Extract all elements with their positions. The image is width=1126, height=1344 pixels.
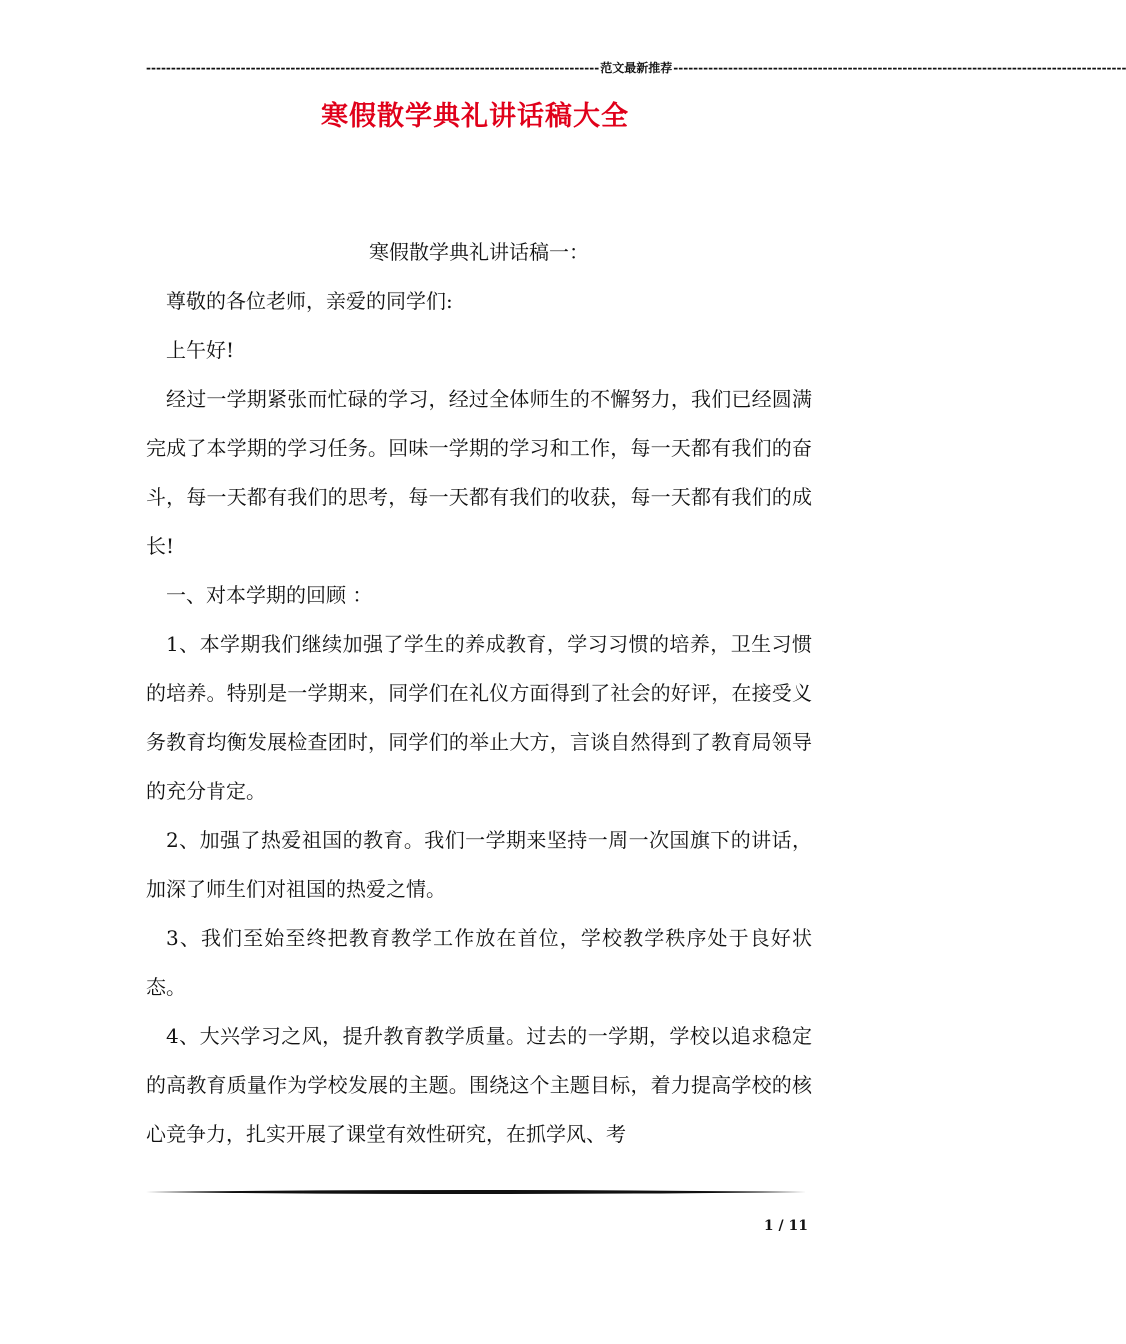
header-dashes-right: -------------------------------------------------------------------------------------------: [673, 61, 1126, 75]
header-label: 范文最新推荐: [600, 61, 673, 75]
greeting-paragraph: 尊敬的各位老师，亲爱的同学们:: [166, 289, 453, 313]
header-dashes-left: -------------------------------------------------------------------------------------------: [146, 61, 600, 75]
document-body: [146, 228, 812, 1159]
salutation-paragraph: 上午好!: [166, 338, 235, 362]
subsection-heading: 一、对本学期的回顾 ：: [166, 583, 373, 607]
body-paragraph: 经过一学期紧张而忙碌的学习，经过全体师生的不懈努力，我们已经圆满完成了本学期的学习任务。回味一学期的学习和工作，每一天都有我们的奋斗，每一天都有我们的思考，每一天都有我们的收获，每一天都有我们的成长!: [146, 387, 812, 558]
body-paragraph: 3、我们至始至终把教育教学工作放在首位，学校教学秩序处于良好状态。: [146, 926, 812, 999]
section-heading: 寒假散学典礼讲话稿一：: [369, 240, 589, 264]
page-number: 1 / 11: [763, 1218, 808, 1234]
body-paragraph: 2、加强了热爱祖国的教育。我们一学期来坚持一周一次国旗下的讲话，加深了师生们对祖国的热爱之情。: [146, 828, 812, 901]
body-paragraph: 4、大兴学习之风，提升教育教学质量。过去的一学期，学校以追求稳定的高教育质量作为学校发展的主题。围绕这个主题目标，着力提高学校的核心竞争力，扎实开展了课堂有效性研究，在抓学风、考: [146, 1024, 812, 1146]
footer-divider: [146, 1189, 806, 1195]
document-title: 寒假散学典礼讲话稿大全: [321, 101, 629, 132]
header-banner: [146, 58, 1126, 78]
body-paragraph: 1、本学期我们继续加强了学生的养成教育，学习习惯的培养，卫生习惯的培养。特别是一学期来，同学们在礼仪方面得到了社会的好评，在接受义务教育均衡发展检查团时，同学们的举止大方，言谈自然得到了教育局领导的充分肯定。: [146, 632, 812, 803]
